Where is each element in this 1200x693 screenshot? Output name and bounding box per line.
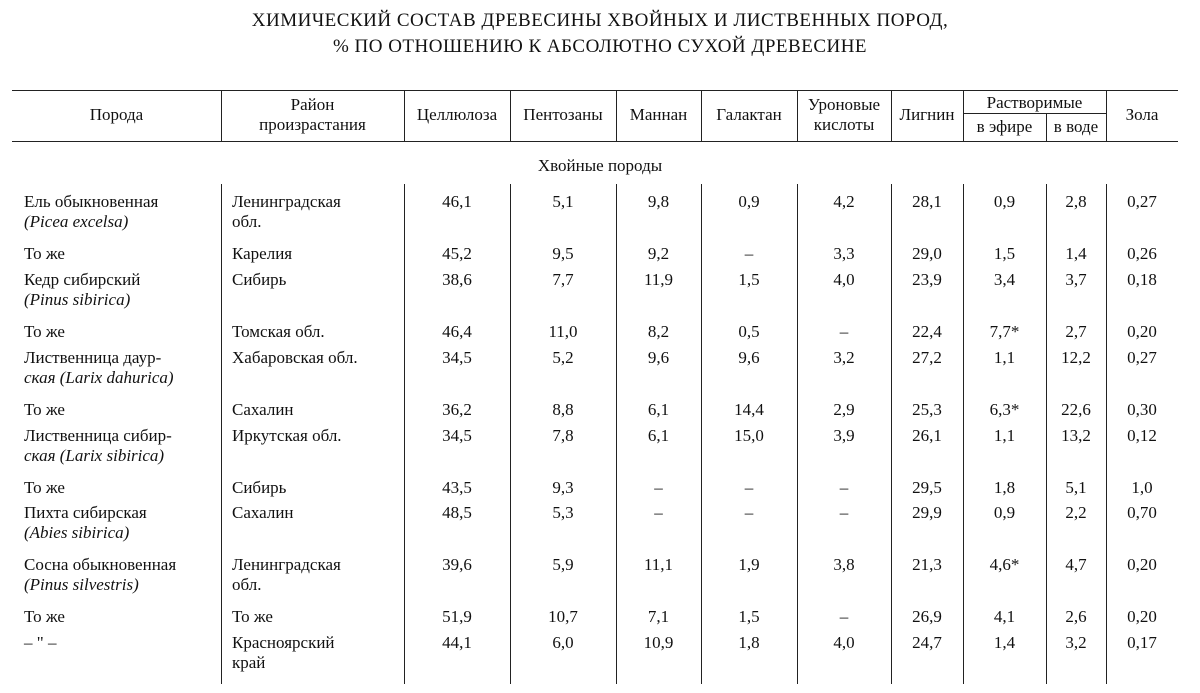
cell-value: 3,3: [833, 244, 855, 263]
species-name: Лиственница даур-: [24, 348, 162, 367]
species-name: То же: [24, 244, 65, 263]
header-top-rule: [12, 90, 1178, 91]
cell-region: [232, 322, 325, 342]
cell-value: –: [839, 607, 849, 626]
cell-region: [232, 192, 341, 232]
header-galactan: Галактан: [716, 105, 782, 124]
cell-value: 0,20: [1127, 555, 1157, 574]
cell-value: 29,5: [912, 478, 942, 497]
cell-region: [232, 348, 358, 368]
cell-species: [24, 478, 65, 498]
region-line-1: Ленинградская: [232, 555, 341, 574]
cell-value: 11,9: [643, 270, 674, 289]
cell-value: 0,20: [1127, 607, 1157, 626]
species-name: То же: [24, 322, 65, 341]
species-name: – " –: [24, 633, 57, 652]
region-line-1: Карелия: [232, 244, 293, 263]
cell-value: 25,3: [912, 400, 942, 419]
body-divider: [221, 184, 222, 684]
cell-species: [24, 348, 174, 388]
section-conifers: Хвойные породы: [537, 156, 663, 175]
cell-value: 3,2: [1065, 633, 1087, 652]
region-line-1: Ленинградская: [232, 192, 341, 211]
cell-value: 1,1: [993, 426, 1016, 445]
species-name: То же: [24, 607, 65, 626]
cell-value: 8,8: [552, 400, 574, 419]
species-latin-name: ская (Larix dahurica): [24, 368, 174, 387]
cell-value: –: [839, 503, 849, 522]
region-line-1: Хабаровская обл.: [232, 348, 358, 367]
header-mannan: Маннан: [629, 105, 688, 124]
region-line-1: Иркутская обл.: [232, 426, 342, 445]
header-soluble: Растворимые: [986, 93, 1083, 112]
species-latin-name: (Abies sibirica): [24, 523, 130, 542]
cell-value: 6,3*: [989, 400, 1020, 419]
cell-value: 28,1: [912, 192, 942, 211]
species-name: То же: [24, 400, 65, 419]
header-ash: Зола: [1125, 105, 1159, 124]
cell-value: 36,2: [442, 400, 472, 419]
cell-value: 38,6: [442, 270, 472, 289]
cell-value: 22,4: [912, 322, 942, 341]
cell-value: 22,6: [1061, 400, 1091, 419]
cell-value: 9,6: [647, 348, 670, 367]
cell-value: 0,9: [993, 503, 1016, 522]
cell-value: 29,0: [912, 244, 942, 263]
header-uronic-acids: [797, 95, 891, 135]
cell-value: 13,2: [1061, 426, 1091, 445]
cell-value: 4,1: [993, 607, 1016, 626]
region-line-1: Сахалин: [232, 503, 294, 522]
species-name: Лиственница сибир-: [24, 426, 172, 445]
region-line-1: Сахалин: [232, 400, 294, 419]
species-latin-name: (Picea excelsa): [24, 212, 129, 231]
header-uronic-line-2: кислоты: [813, 115, 875, 134]
cell-region: [232, 478, 286, 498]
cell-value: 8,2: [647, 322, 670, 341]
cell-value: 7,8: [552, 426, 574, 445]
cell-value: 4,6*: [989, 555, 1020, 574]
cell-value: 51,9: [442, 607, 472, 626]
header-rayon: [221, 95, 404, 135]
cell-region: [232, 270, 286, 290]
region-line-2: обл.: [232, 575, 262, 594]
cell-value: 6,1: [647, 400, 670, 419]
cell-value: 0,27: [1127, 192, 1157, 211]
region-line-1: То же: [232, 607, 273, 626]
cell-value: 2,6: [1065, 607, 1087, 626]
cell-value: 46,4: [442, 322, 472, 341]
header-pentosans: Пентозаны: [523, 105, 603, 124]
cell-value: –: [654, 478, 663, 497]
cell-value: 9,6: [738, 348, 760, 367]
cell-value: –: [744, 478, 754, 497]
cell-value: 43,5: [442, 478, 472, 497]
cell-value: 0,26: [1127, 244, 1157, 263]
cell-species: [24, 192, 158, 232]
cell-value: 10,7: [548, 607, 578, 626]
cell-value: 39,6: [442, 555, 472, 574]
cell-value: 0,20: [1127, 322, 1157, 341]
cell-value: 9,3: [552, 478, 574, 497]
header-lignin: Лигнин: [899, 105, 955, 124]
region-line-1: Томская обл.: [232, 322, 325, 341]
cell-value: 0,9: [738, 192, 760, 211]
cell-value: 6,1: [647, 426, 670, 445]
cell-species: [24, 244, 65, 264]
cell-region: [232, 400, 294, 420]
cell-region: [232, 244, 292, 264]
cell-value: –: [654, 503, 663, 522]
cell-value: 26,1: [912, 426, 942, 445]
cell-value: 0,17: [1127, 633, 1157, 652]
cell-value: 1,4: [1065, 244, 1087, 263]
header-bottom-rule: [12, 141, 1178, 142]
cell-value: 46,1: [442, 192, 472, 211]
cell-value: 1,4: [993, 633, 1016, 652]
cell-value: 29,9: [912, 503, 942, 522]
cell-value: 26,9: [912, 607, 942, 626]
species-latin-name: (Pinus sibirica): [24, 290, 131, 309]
cell-value: 1,8: [993, 478, 1016, 497]
cell-value: 23,9: [912, 270, 942, 289]
region-line-1: Сибирь: [232, 270, 287, 289]
header-poroda: Порода: [89, 105, 144, 124]
table-title-line-2: % ПО ОТНОШЕНИЮ К АБСОЛЮТНО СУХОЙ ДРЕВЕСИНЕ: [332, 36, 868, 57]
species-latin-name: (Pinus silvestris): [24, 575, 139, 594]
region-line-1: Красноярский: [232, 633, 335, 652]
cell-value: 3,2: [833, 348, 855, 367]
cell-species: [24, 555, 176, 595]
cell-value: –: [744, 244, 754, 263]
cell-value: 2,9: [833, 400, 855, 419]
cell-value: 24,7: [912, 633, 942, 652]
cell-species: [24, 633, 56, 653]
cell-value: 1,8: [738, 633, 760, 652]
header-uronic-line-1: Уроновые: [807, 95, 881, 114]
header-rayon-line-2: произрастания: [259, 115, 366, 134]
cell-region: [232, 503, 294, 523]
cell-value: 1,1: [993, 348, 1016, 367]
cell-value: 7,7*: [989, 322, 1020, 341]
cell-value: 34,5: [442, 348, 472, 367]
cell-species: [24, 270, 140, 310]
species-name: Ель обыкновенная: [24, 192, 159, 211]
cell-value: 45,2: [442, 244, 472, 263]
cell-value: 6,0: [552, 633, 574, 652]
soluble-subheader-rule: [963, 113, 1106, 114]
cell-value: 0,18: [1127, 270, 1157, 289]
cell-value: 34,5: [442, 426, 472, 445]
cell-value: 0,30: [1127, 400, 1157, 419]
cell-value: 7,7: [552, 270, 574, 289]
cell-region: [232, 633, 335, 673]
cell-value: 7,1: [647, 607, 670, 626]
cell-value: 44,1: [442, 633, 472, 652]
header-rayon-line-1: Район: [290, 95, 335, 114]
species-latin-name: ская (Larix sibirica): [24, 446, 165, 465]
cell-value: 2,2: [1065, 503, 1087, 522]
species-name: То же: [24, 478, 65, 497]
cell-value: 5,2: [552, 348, 574, 367]
cell-value: 4,0: [833, 633, 855, 652]
cell-value: 4,0: [833, 270, 855, 289]
cell-value: 14,4: [734, 400, 764, 419]
cell-value: 1,5: [738, 607, 760, 626]
cell-region: [232, 426, 342, 446]
cell-value: –: [839, 322, 849, 341]
cell-value: 10,9: [643, 633, 674, 652]
cell-value: 3,4: [993, 270, 1016, 289]
cell-value: –: [744, 503, 754, 522]
cell-value: 5,9: [552, 555, 574, 574]
cell-value: 9,2: [647, 244, 670, 263]
cell-value: –: [839, 478, 849, 497]
cell-species: [24, 322, 65, 342]
species-name: Пихта сибирская: [24, 503, 147, 522]
cell-value: 2,7: [1065, 322, 1087, 341]
cell-value: 5,1: [1065, 478, 1087, 497]
species-name: Кедр сибирский: [24, 270, 141, 289]
cell-value: 2,8: [1065, 192, 1087, 211]
cell-value: 9,5: [552, 244, 574, 263]
header-ether: в эфире: [976, 117, 1033, 136]
cell-value: 27,2: [912, 348, 942, 367]
cell-value: 1,5: [738, 270, 760, 289]
cell-value: 21,3: [912, 555, 942, 574]
cell-value: 0,9: [993, 192, 1016, 211]
cell-value: 12,2: [1061, 348, 1091, 367]
cell-species: [24, 607, 65, 627]
cell-species: [24, 426, 172, 466]
cell-value: 4,2: [833, 192, 855, 211]
cell-value: 0,12: [1127, 426, 1157, 445]
species-name: Сосна обыкновенная: [24, 555, 177, 574]
cell-value: 0,27: [1127, 348, 1157, 367]
cell-region: [232, 607, 273, 627]
cell-value: 1,0: [1131, 478, 1153, 497]
cell-value: 3,9: [833, 426, 855, 445]
cell-value: 0,70: [1127, 503, 1157, 522]
cell-value: 11,0: [548, 322, 578, 341]
region-line-2: обл.: [232, 212, 262, 231]
cell-value: 15,0: [734, 426, 764, 445]
cell-value: 48,5: [442, 503, 472, 522]
cell-value: 1,9: [738, 555, 760, 574]
cell-region: [232, 555, 341, 595]
cell-value: 9,8: [647, 192, 670, 211]
cell-value: 0,5: [738, 322, 760, 341]
cell-value: 5,3: [552, 503, 574, 522]
cell-value: 4,7: [1065, 555, 1087, 574]
region-line-1: Сибирь: [232, 478, 287, 497]
table-title-line-1: ХИМИЧЕСКИЙ СОСТАВ ДРЕВЕСИНЫ ХВОЙНЫХ И ЛИСТВЕННЫХ ПОРОД,: [251, 10, 949, 31]
cell-value: 5,1: [552, 192, 574, 211]
region-line-2: край: [232, 653, 266, 672]
cell-value: 3,8: [833, 555, 855, 574]
cell-value: 3,7: [1065, 270, 1087, 289]
cell-value: 1,5: [993, 244, 1016, 263]
cell-value: 11,1: [643, 555, 674, 574]
header-cellulose: Целлюлоза: [416, 105, 498, 124]
cell-species: [24, 400, 65, 420]
cell-species: [24, 503, 147, 543]
header-water: в воде: [1053, 117, 1099, 136]
